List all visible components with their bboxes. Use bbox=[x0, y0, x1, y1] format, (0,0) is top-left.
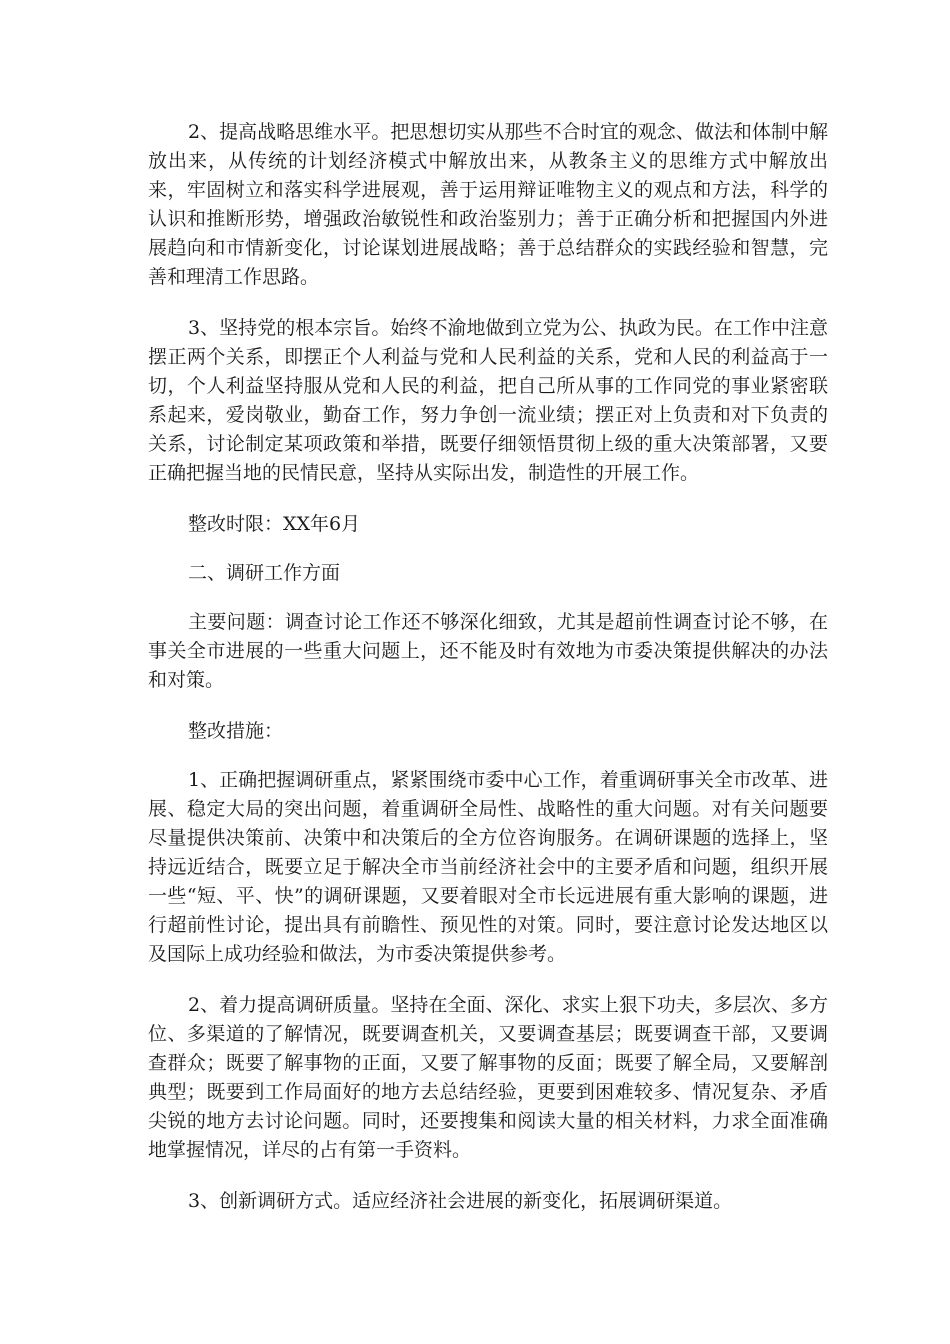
document-body bbox=[148, 118, 828, 1238]
paragraph-research-innovation: 3、创新调研方式。适应经济社会进展的新变化，拓展调研渠道。 bbox=[188, 1190, 733, 1212]
paragraph-party-purpose: 3、坚持党的根本宗旨。始终不渝地做到立党为公、执政为民。在工作中注意摆正两个关系，即摆正个人利益与党和人民利益的关系，党和人民的利益高于一切，个人利益坚持服从党和人民的利益，把自己所从事的工作同党的事业紧密联系起来，爱岗敬业，勤奋工作，努力争创一流业绩；摆正对上负责和对下负责的关系，讨论制定某项政策和举措，既要仔细领悟贯彻上级的重大决策部署，又要正确把握当地的民情民意，坚持从实际出发，制造性的开展工作。 bbox=[148, 317, 828, 484]
paragraph-strategic-thinking: 2、提高战略思维水平。把思想切实从那些不合时宜的观念、做法和体制中解放出来，从传统的计划经济模式中解放出来，从教条主义的思维方式中解放出来，牢固树立和落实科学进展观，善于运用辩证唯物主义的观点和方法，科学的认识和推断形势，增强政治敏锐性和政治鉴别力；善于正确分析和把握国内外进展趋向和市情新变化，讨论谋划进展战略；善于总结群众的实践经验和智慧，完善和理清工作思路。 bbox=[148, 121, 828, 288]
paragraph-research-focus: 1、正确把握调研重点，紧紧围绕市委中心工作，着重调研事关全市改革、进展、稳定大局的突出问题，着重调研全局性、战略性的重大问题。对有关问题要尽量提供决策前、决策中和决策后的全方位咨询服务。在调研课题的选择上，坚持远近结合，既要立足于解决全市当前经济社会中的主要矛盾和问题，组织开展一些“短、平、快”的调研课题，又要着眼对全市长远进展有重大影响的课题，进行超前性讨论，提出具有前瞻性、预见性的对策。同时，要注意讨论发达地区以及国际上成功经验和做法，为市委决策提供参考。 bbox=[148, 769, 828, 965]
paragraph-research-quality: 2、着力提高调研质量。坚持在全面、深化、求实上狠下功夫，多层次、多方位、多渠道的了解情况，既要调查机关，又要调查基层；既要调查干部，又要调查群众；既要了解事物的正面，又要了解事物的反面；既要了解全局，又要解剖典型；既要到工作局面好的地方去总结经验，更要到困难较多、情况复杂、矛盾尖锐的地方去讨论问题。同时，还要搜集和阅读大量的相关材料，力求全面准确地掌握情况，详尽的占有第一手资料。 bbox=[148, 994, 828, 1161]
section-heading-research: 二、调研工作方面 bbox=[188, 562, 341, 584]
paragraph-measures-label: 整改措施： bbox=[188, 720, 284, 742]
paragraph-deadline: 整改时限：XX年6月 bbox=[188, 513, 361, 535]
paragraph-main-problem: 主要问题：调查讨论工作还不够深化细致，尤其是超前性调查讨论不够，在事关全市进展的一些重大问题上，还不能及时有效地为市委决策提供解决的办法和对策。 bbox=[148, 611, 828, 691]
